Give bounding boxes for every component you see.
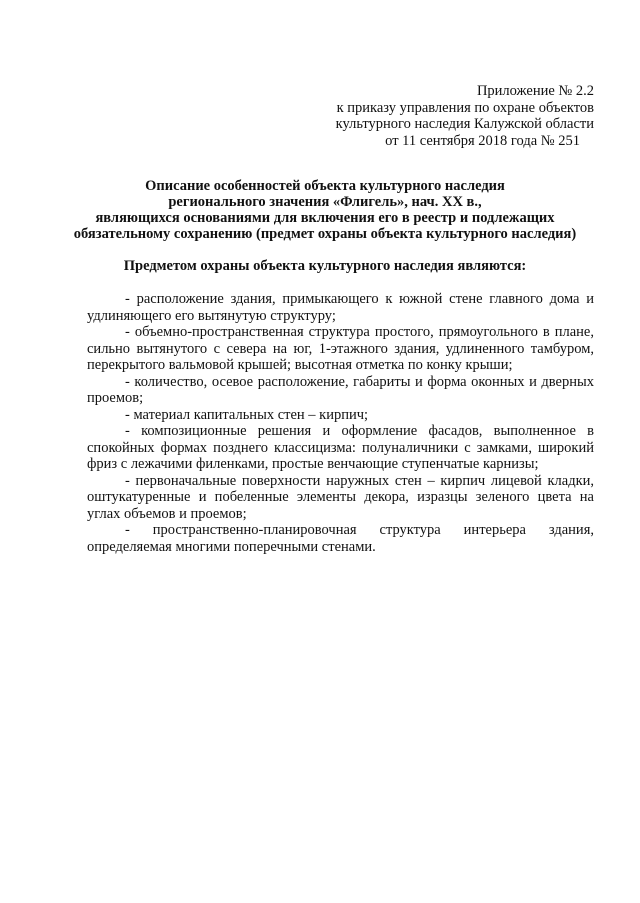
- subject-heading: Предметом охраны объекта культурного наследия являются:: [123, 258, 527, 274]
- title-line-4: обязательному сохранению (предмет охраны объекта культурного наследия): [73, 226, 577, 242]
- annex-number: Приложение № 2.2: [476, 83, 594, 99]
- protection-items-list: [87, 291, 594, 555]
- list-item: - объемно-пространственная структура простого, прямоугольного в плане, сильно вытянутого с севера на юг, 1-этажного здания, удлиненного тамбуром, перекрытого вальмовой крышей; высотная отметка по конку крыши;: [87, 324, 594, 373]
- title-line-1: Описание особенностей объекта культурного наследия: [145, 178, 505, 194]
- annex-date: от 11 сентября 2018 года № 251: [385, 132, 580, 149]
- list-item: - композиционные решения и оформление фасадов, выполненное в спокойных формах позднего классицизма: полуналичники с замками, широкий фриз с лежачими филенками, простые венчающие ступенчатые карнизы;: [87, 423, 594, 472]
- list-item: - пространственно-планировочная структура интерьера здания, определяемая многими поперечными стенами.: [87, 522, 594, 555]
- annex-block: [294, 83, 594, 149]
- document-title: [60, 178, 590, 242]
- list-item: - количество, осевое расположение, габариты и форма оконных и дверных проемов;: [87, 373, 594, 406]
- title-line-2: регионального значения «Флигель», нач. XX в.,: [168, 194, 482, 210]
- title-line-3: являющихся основаниями для включения его в реестр и подлежащих: [95, 210, 555, 226]
- list-item: - материал капитальных стен – кирпич;: [125, 406, 369, 423]
- list-item: - расположение здания, примыкающего к южной стене главного дома и удлиняющего его вытянутую структуру;: [87, 291, 594, 324]
- list-item: - первоначальные поверхности наружных стен – кирпич лицевой кладки, оштукатуренные и побеленные элементы декора, изразцы зеленого цвета на углах объемов и проемов;: [87, 472, 594, 522]
- annex-authority: культурного наследия Калужской области: [335, 116, 594, 132]
- annex-order-ref: к приказу управления по охране объектов: [336, 99, 594, 116]
